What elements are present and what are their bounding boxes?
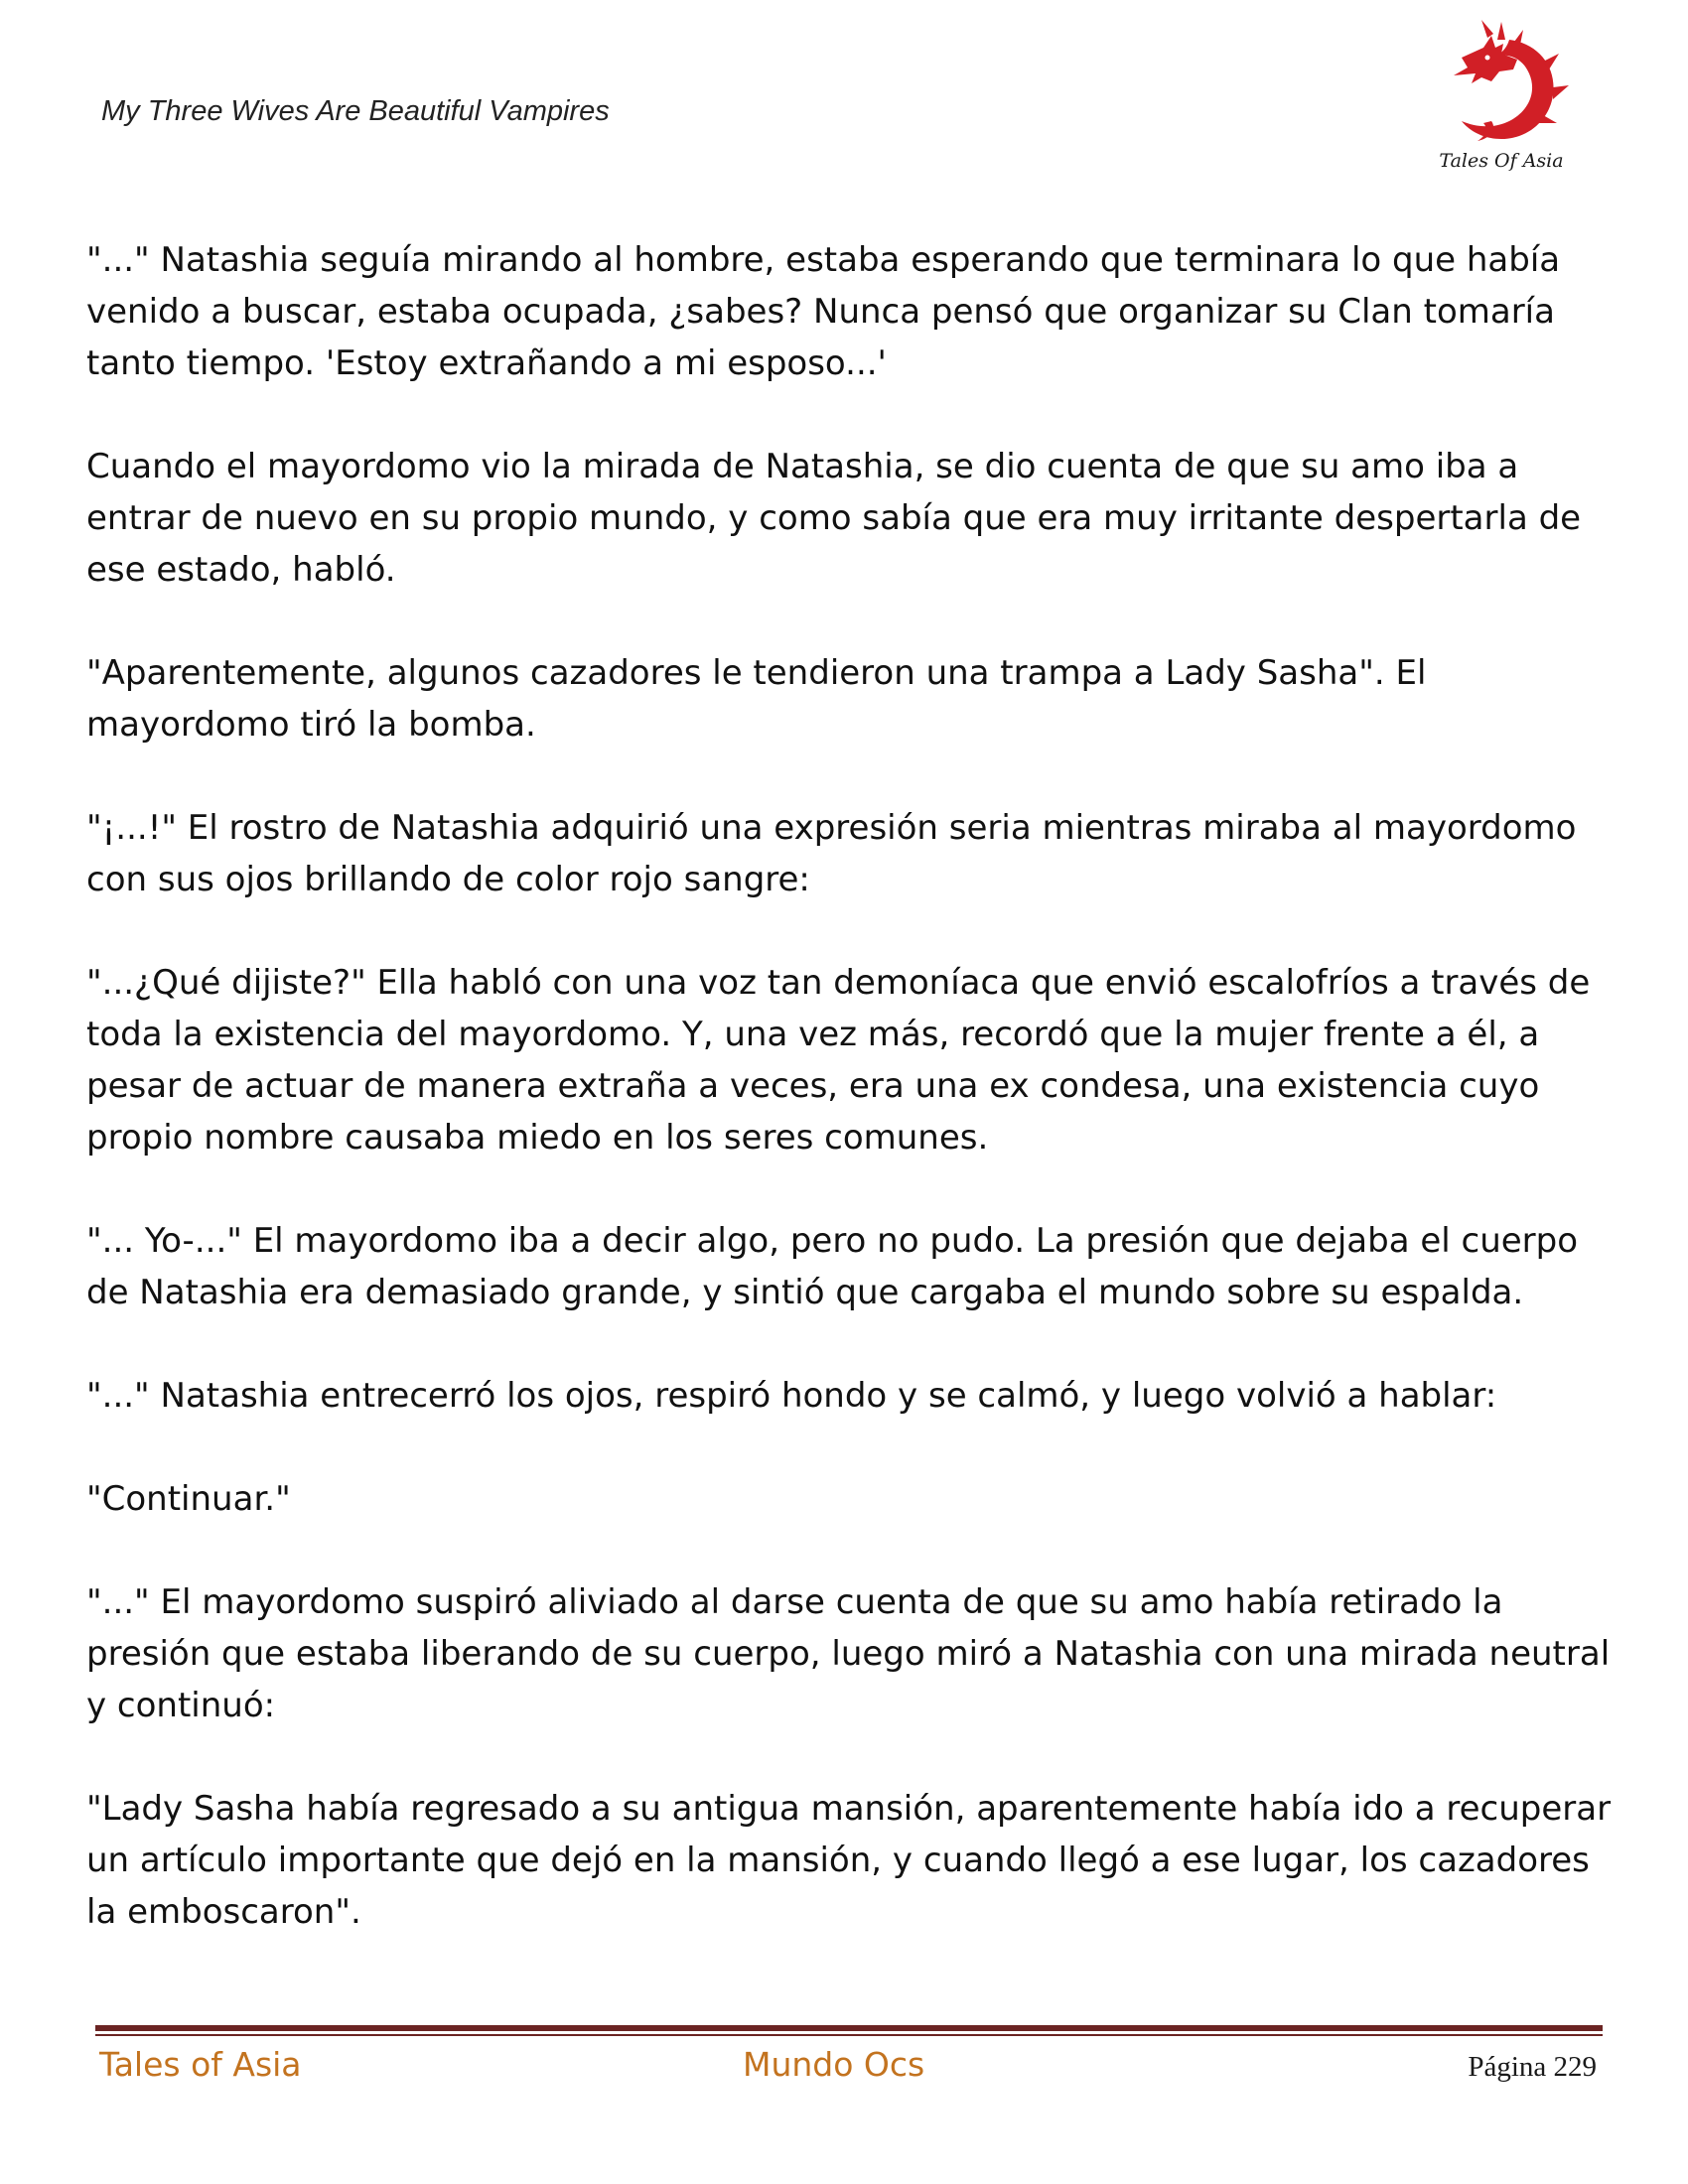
page-number: Página 229 [1468,2051,1597,2083]
footer-divider-thin [95,2034,1603,2036]
paragraph: "¡...!" El rostro de Natashia adquirió una expresión seria mientras miraba al mayordomo con sus ojos brillando de color rojo sangre: [86,808,1588,899]
paragraph: "..." Natashia entrecerró los ojos, respiró hondo y se calmó, y luego volvió a hablar: [86,1376,1497,1416]
footer-section: Mundo Ocs [743,2045,925,2084]
site-logo [1432,18,1571,177]
paragraph: "..." El mayordomo suspiró aliviado al darse cuenta de que su amo había retirado la presión que estaba liberando de su cuerpo, luego miró a Natashia con una mirada neutral y continuó: [86,1582,1620,1725]
paragraph: "Continuar." [86,1479,291,1519]
book-title: My Three Wives Are Beautiful Vampires [101,95,610,127]
footer-divider [95,2025,1603,2036]
red-dragon-icon [1432,18,1571,145]
footer-site-name: Tales of Asia [99,2045,302,2084]
paragraph: "..." Natashia seguía mirando al hombre, estaba esperando que terminara lo que había venido a buscar, estaba ocupada, ¿sabes? Nunca pensó que organizar su Clan tomaría tanto tiempo. 'Estoy extrañando a mi esposo...' [86,240,1571,383]
paragraph: Cuando el mayordomo vio la mirada de Natashia, se dio cuenta de que su amo iba a entrar de nuevo en su propio mundo, y como sabía que era muy irritante despertarla de ese estado, habló. [86,447,1592,590]
logo-text: Tales Of Asia [1439,150,1564,172]
chapter-body [86,234,1621,1989]
footer-divider-thick [95,2025,1603,2031]
paragraph: "... Yo-..." El mayordomo iba a decir algo, pero no pudo. La presión que dejaba el cuerpo de Natashia era demasiado grande, y sintió que cargaba el mundo sobre su espalda. [86,1221,1589,1312]
paragraph: "Lady Sasha había regresado a su antigua mansión, aparentemente había ido a recuperar un artículo importante que dejó en la mansión, y cuando llegó a ese lugar, los cazadores la emboscaron". [86,1789,1621,1932]
paragraph: "Aparentemente, algunos cazadores le tendieron una trampa a Lady Sasha". El mayordomo tiró la bomba. [86,653,1438,745]
paragraph: "...¿Qué dijiste?" Ella habló con una voz tan demoníaca que envió escalofríos a través de toda la existencia del mayordomo. Y, una vez más, recordó que la mujer frente a él, a pesar de actuar de manera extraña a veces, era una ex condesa, una existencia cuyo propio nombre causaba miedo en los seres comunes. [86,963,1602,1158]
